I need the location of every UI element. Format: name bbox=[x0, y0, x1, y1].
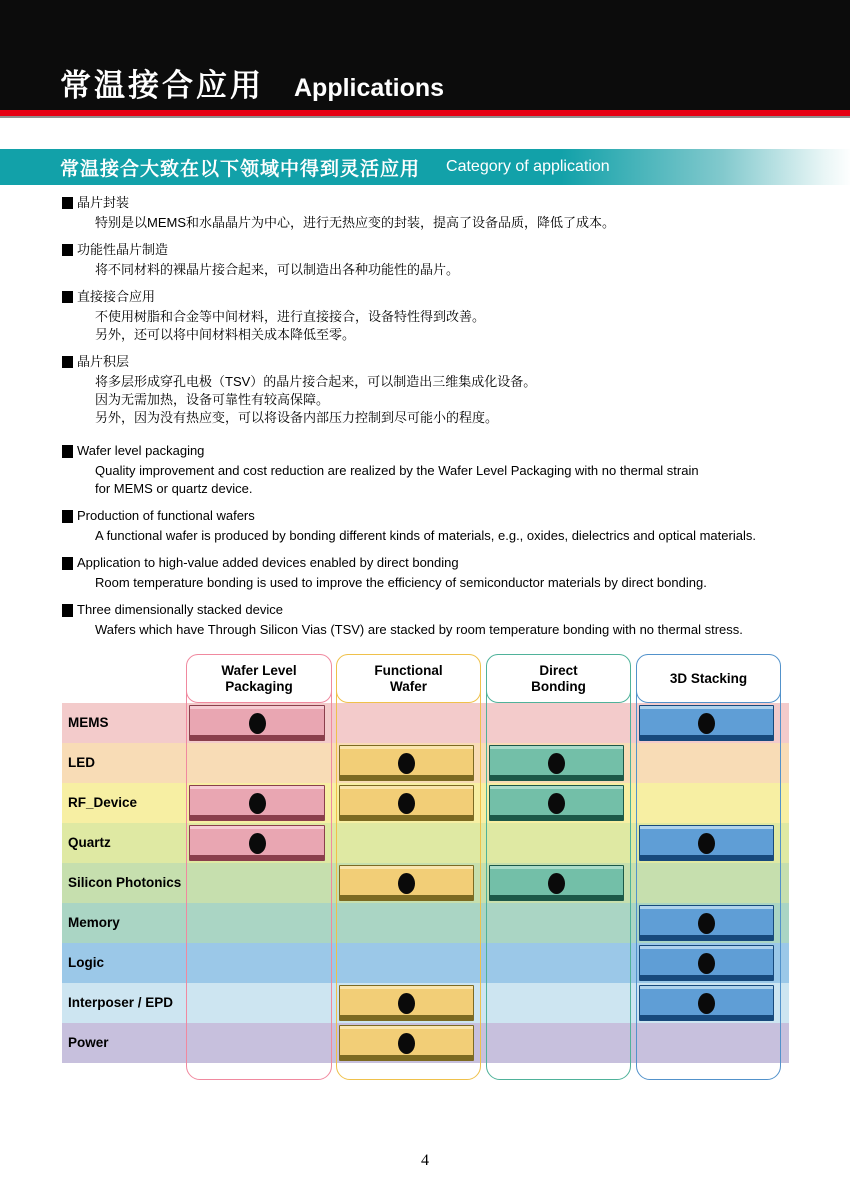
section-heading-text: 功能性晶片制造 bbox=[77, 242, 169, 257]
matrix-mark bbox=[189, 705, 325, 741]
bullet-square-icon bbox=[62, 356, 73, 368]
section bbox=[62, 195, 807, 232]
section-text-line: Wafers which have Through Silicon Vias (TSV) are stacked by room temperature bonding with no thermal stress. bbox=[95, 622, 743, 637]
page-title bbox=[60, 70, 444, 101]
section-heading bbox=[62, 508, 807, 524]
row-label: Power bbox=[68, 1035, 109, 1050]
row-label: Logic bbox=[68, 955, 104, 970]
section-heading-text: 晶片积层 bbox=[77, 354, 130, 369]
column-header-label: Packaging bbox=[225, 678, 293, 694]
section-text-line: 将不同材料的裸晶片接合起来，可以制造出各种功能性的晶片。 bbox=[95, 262, 460, 277]
section bbox=[62, 242, 807, 279]
column-header-label: Functional bbox=[374, 662, 443, 678]
page-title-cn: 常温接合应用 bbox=[60, 68, 264, 103]
column-header bbox=[336, 654, 481, 703]
section-heading-text: 晶片封装 bbox=[77, 195, 130, 210]
bullet-square-icon bbox=[62, 197, 73, 209]
row-label: Silicon Photonics bbox=[68, 875, 182, 890]
section-heading-text: Application to high-value added devices enabled by direct bonding bbox=[77, 555, 459, 570]
dot-icon bbox=[398, 993, 415, 1014]
dot-icon bbox=[698, 713, 715, 734]
dot-icon bbox=[548, 793, 565, 814]
bullet-square-icon bbox=[62, 604, 73, 617]
row-label: LED bbox=[68, 755, 95, 770]
section bbox=[62, 508, 807, 545]
matrix-mark bbox=[489, 745, 624, 781]
bullet-square-icon bbox=[62, 445, 73, 458]
section-heading bbox=[62, 242, 807, 258]
dot-icon bbox=[548, 753, 565, 774]
section-text-line: 另外，还可以将中间材料相关成本降低至零。 bbox=[95, 327, 356, 342]
matrix-mark bbox=[339, 745, 474, 781]
masthead bbox=[0, 0, 850, 110]
section-text-line: 特别是以MEMS和水晶晶片为中心，进行无热应变的封装，提高了设备品质，降低了成本。 bbox=[95, 215, 616, 230]
category-banner bbox=[0, 149, 850, 185]
dot-icon bbox=[398, 1033, 415, 1054]
body-text bbox=[62, 195, 807, 649]
bullet-square-icon bbox=[62, 291, 73, 303]
bullet-square-icon bbox=[62, 510, 73, 523]
section-heading bbox=[62, 602, 807, 618]
row-label: Interposer / EPD bbox=[68, 995, 174, 1010]
dot-icon bbox=[249, 833, 266, 854]
bullet-square-icon bbox=[62, 557, 73, 570]
dot-icon bbox=[398, 873, 415, 894]
dot-icon bbox=[698, 913, 715, 934]
section-text-line: 将多层形成穿孔电极（TSV）的晶片接合起来，可以制造出三维集成化设备。 bbox=[95, 374, 537, 389]
sections-english bbox=[62, 443, 807, 639]
page-title-en: Applications bbox=[294, 74, 445, 102]
section-text-line: 因为无需加热，设备可靠性有较高保障。 bbox=[95, 392, 330, 407]
dot-icon bbox=[698, 993, 715, 1014]
matrix-mark bbox=[639, 705, 774, 741]
section-heading-text: Three dimensionally stacked device bbox=[77, 602, 283, 617]
section bbox=[62, 555, 807, 592]
section-heading-text: Wafer level packaging bbox=[77, 443, 205, 458]
page-number: 4 bbox=[421, 1152, 429, 1169]
matrix-mark bbox=[639, 985, 774, 1021]
matrix-mark bbox=[189, 825, 325, 861]
section-heading-text: Production of functional wafers bbox=[77, 508, 255, 523]
section-heading-text: 直接接合应用 bbox=[77, 289, 156, 304]
column-header-label: Direct bbox=[539, 662, 578, 678]
sections-chinese bbox=[62, 195, 807, 427]
section-text-line: A functional wafer is produced by bonding different kinds of materials, e.g., oxides, dielectrics and optical materials. bbox=[95, 528, 756, 543]
section bbox=[62, 289, 807, 344]
section bbox=[62, 443, 807, 498]
column-header-label: 3D Stacking bbox=[669, 670, 748, 686]
row-label: MEMS bbox=[68, 715, 109, 730]
matrix-mark bbox=[489, 865, 624, 901]
row-label: Memory bbox=[68, 915, 120, 930]
matrix-mark bbox=[339, 785, 474, 821]
dot-icon bbox=[249, 713, 266, 734]
matrix-mark bbox=[639, 945, 774, 981]
section-text-line: for MEMS or quartz device. bbox=[95, 481, 253, 496]
dot-icon bbox=[398, 753, 415, 774]
matrix-mark bbox=[339, 985, 474, 1021]
application-matrix bbox=[62, 654, 789, 1080]
section-heading bbox=[62, 555, 807, 571]
row-label: RF_Device bbox=[68, 795, 138, 810]
matrix-mark bbox=[189, 785, 325, 821]
section-text-line: Room temperature bonding is used to improve the efficiency of semiconductor materials by direct bonding. bbox=[95, 575, 707, 590]
banner-title-cn: 常温接合大致在以下领域中得到灵活应用 bbox=[60, 158, 421, 180]
section-text-line: 不使用树脂和合金等中间材料，进行直接接合，设备特性得到改善。 bbox=[95, 309, 486, 324]
matrix-mark bbox=[339, 865, 474, 901]
section-heading bbox=[62, 443, 807, 459]
column-header bbox=[486, 654, 631, 703]
column-header bbox=[186, 654, 332, 703]
matrix-mark bbox=[639, 905, 774, 941]
section bbox=[62, 354, 807, 427]
matrix-mark bbox=[489, 785, 624, 821]
section-heading bbox=[62, 289, 807, 305]
section-heading bbox=[62, 354, 807, 370]
section bbox=[62, 602, 807, 639]
section-heading bbox=[62, 195, 807, 211]
red-rule bbox=[0, 110, 850, 116]
column-header-label: Bonding bbox=[531, 678, 586, 694]
section-text-line: 另外，因为没有热应变，可以将设备内部压力控制到尽可能小的程度。 bbox=[95, 410, 499, 425]
dot-icon bbox=[398, 793, 415, 814]
column-header-label: Wafer bbox=[389, 678, 427, 694]
column-header-label: Wafer Level bbox=[221, 662, 297, 678]
matrix-mark bbox=[339, 1025, 474, 1061]
matrix-mark bbox=[639, 825, 774, 861]
row-label: Quartz bbox=[68, 835, 111, 850]
dot-icon bbox=[698, 953, 715, 974]
section-text-line: Quality improvement and cost reduction are realized by the Wafer Level Packaging with no thermal strain bbox=[95, 463, 699, 478]
bullet-square-icon bbox=[62, 244, 73, 256]
banner-title-en: Category of application bbox=[446, 158, 610, 175]
dot-icon bbox=[548, 873, 565, 894]
dot-icon bbox=[698, 833, 715, 854]
column-header bbox=[636, 654, 781, 703]
dot-icon bbox=[249, 793, 266, 814]
